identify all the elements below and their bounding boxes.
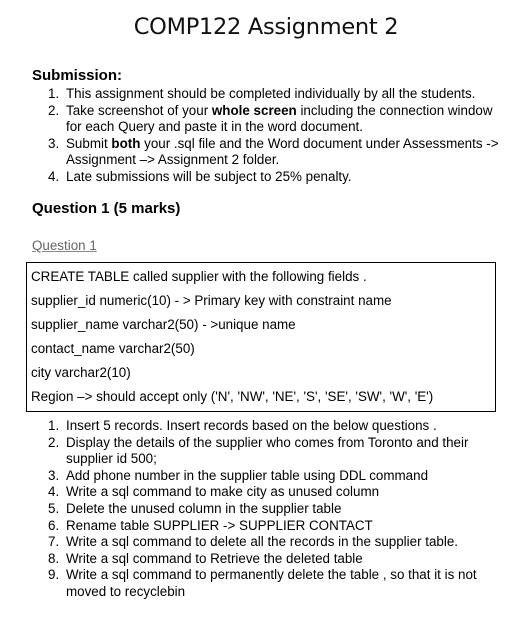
bold-text: both	[111, 135, 141, 151]
create-table-box	[26, 262, 496, 412]
item-text: Rename table SUPPLIER -> SUPPLIER CONTACT	[66, 517, 373, 533]
list-number: 5.	[48, 500, 60, 516]
table-spec-line: city varchar2(10)	[31, 365, 131, 380]
table-spec-line: supplier_id numeric(10) - > Primary key with constraint name	[31, 293, 392, 308]
list-number: 8.	[48, 550, 60, 566]
submission-item	[48, 136, 508, 169]
item-text: Write a sql command to permanently delete the table , so that it is not moved to recyclebin	[66, 567, 477, 599]
item-text: Submit	[66, 135, 112, 151]
submission-heading: Submission:	[32, 67, 123, 84]
table-spec-line: Region –> should accept only ('N', 'NW', 'NE', 'S', 'SE', 'SW', 'W', 'E')	[31, 389, 434, 404]
item-text: Write a sql command to Retrieve the deleted table	[66, 550, 363, 566]
submission-item	[48, 169, 508, 186]
question-item	[48, 518, 508, 535]
question-item	[48, 567, 508, 600]
submission-item	[48, 86, 508, 103]
list-number: 4.	[48, 484, 60, 500]
table-spec-line: CREATE TABLE called supplier with the following fields .	[31, 269, 367, 284]
list-number: 7.	[48, 534, 60, 550]
bold-text: whole screen	[211, 102, 297, 118]
submission-list	[48, 86, 508, 186]
item-text: Insert 5 records. Insert records based on the below questions .	[66, 418, 437, 433]
item-text: including the connection window for each Query and paste it in the word document.	[66, 102, 493, 135]
question-1-link[interactable]: Question 1	[32, 238, 97, 253]
list-number: 3.	[48, 135, 60, 151]
question-item	[48, 418, 508, 435]
question-item	[48, 484, 508, 501]
question-item	[48, 534, 508, 551]
item-text: Add phone number in the supplier table using DDL command	[66, 467, 429, 483]
list-number: 1.	[48, 418, 60, 433]
question-item	[48, 501, 508, 518]
item-text: Display the details of the supplier who comes from Toronto and their supplier id 500;	[66, 434, 469, 467]
question-1-list	[48, 418, 508, 601]
list-number: 2.	[48, 102, 60, 118]
table-spec-line: supplier_name varchar2(50) - >unique name	[31, 317, 296, 332]
list-number: 2.	[48, 434, 60, 450]
document-title: COMP122 Assignment 2	[133, 14, 399, 40]
submission-item	[48, 103, 508, 136]
list-number: 4.	[48, 168, 60, 184]
list-number: 3.	[48, 467, 60, 483]
question-item	[48, 551, 508, 568]
list-number: 9.	[48, 567, 60, 583]
item-text: Write a sql command to delete all the records in the supplier table.	[66, 534, 459, 550]
list-number: 6.	[48, 517, 60, 533]
item-text: Take screenshot of your	[66, 102, 212, 118]
item-text: Write a sql command to make city as unused column	[66, 484, 380, 500]
question-item	[48, 435, 508, 468]
table-spec-line: contact_name varchar2(50)	[31, 341, 195, 356]
list-number: 1.	[48, 86, 60, 101]
item-text: Delete the unused column in the supplier table	[66, 500, 342, 516]
question-1-heading: Question 1 (5 marks)	[32, 200, 181, 217]
item-text: Late submissions will be subject to 25% penalty.	[66, 168, 352, 184]
item-text: This assignment should be completed individually by all the students.	[66, 86, 476, 101]
item-text: your .sql file and the Word document under Assessments -> Assignment –> Assignment 2 folder.	[66, 135, 499, 168]
question-item	[48, 468, 508, 485]
